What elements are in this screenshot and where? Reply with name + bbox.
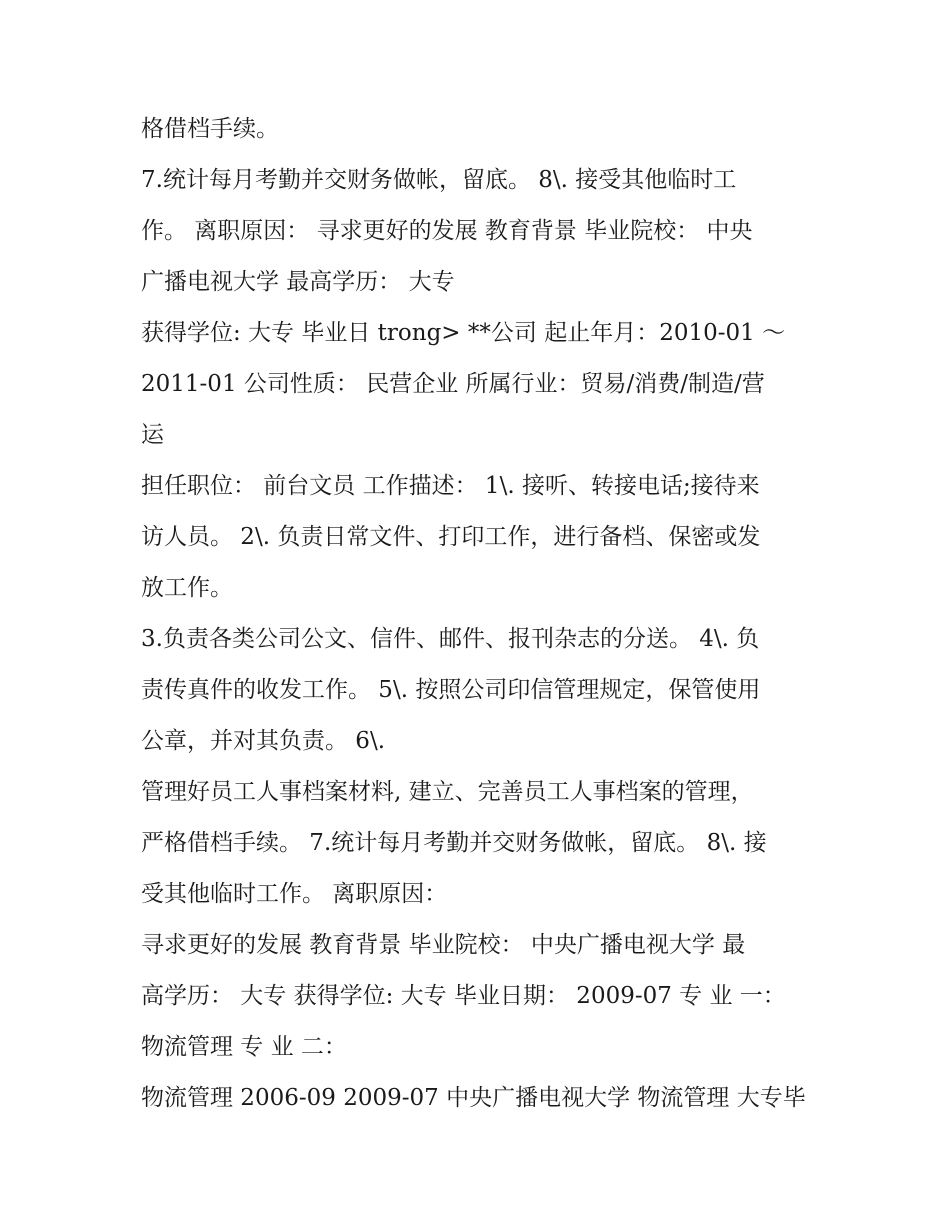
text-line: 物流管理 2006-09 2009-07 中央广播电视大学 物流管理 大专毕 bbox=[141, 1085, 806, 1111]
text-line: 严格借档手续。 7.统计每月考勤并交财务做帐，留底。 8\. 接 bbox=[141, 830, 767, 856]
text-line: 责传真件的收发工作。 5\. 按照公司印信管理规定，保管使用 bbox=[141, 677, 761, 703]
text-line: 2011-01 公司性质： 民营企业 所属行业：贸易/消费/制造/营 bbox=[141, 371, 765, 397]
text-line: 担任职位： 前台文员 工作描述： 1\. 接听、转接电话;接待来 bbox=[141, 473, 760, 499]
text-line: 寻求更好的发展 教育背景 毕业院校： 中央广播电视大学 最 bbox=[141, 932, 746, 958]
text-line: 管理好员工人事档案材料, 建立、完善员工人事档案的管理， bbox=[141, 779, 754, 805]
text-line: 放工作。 bbox=[141, 575, 233, 601]
text-line: 3.负责各类公司公文、信件、邮件、报刊杂志的分送。 4\. 负 bbox=[141, 626, 760, 652]
text-line: 格借档手续。 bbox=[141, 116, 279, 142]
text-line: 访人员。 2\. 负责日常文件、打印工作，进行备档、保密或发 bbox=[141, 524, 761, 550]
text-line: 公章，并对其负责。 6\. bbox=[141, 728, 386, 754]
text-line: 广播电视大学 最高学历： 大专 bbox=[141, 269, 455, 295]
text-line: 运 bbox=[141, 422, 164, 448]
text-line: 受其他临时工作。 离职原因： bbox=[141, 881, 448, 907]
text-line: 获得学位: 大专 毕业日 trong> **公司 起止年月：2010-01 ～ bbox=[141, 320, 786, 346]
document-page bbox=[141, 104, 821, 1124]
text-line: 7.统计每月考勤并交财务做帐，留底。 8\. 接受其他临时工 bbox=[141, 167, 737, 193]
text-line: 高学历： 大专 获得学位: 大专 毕业日期： 2009-07 专 业 一： bbox=[141, 983, 786, 1009]
text-line: 作。 离职原因： 寻求更好的发展 教育背景 毕业院校： 中央 bbox=[141, 218, 753, 244]
text-line: 物流管理 专 业 二： bbox=[141, 1034, 347, 1060]
